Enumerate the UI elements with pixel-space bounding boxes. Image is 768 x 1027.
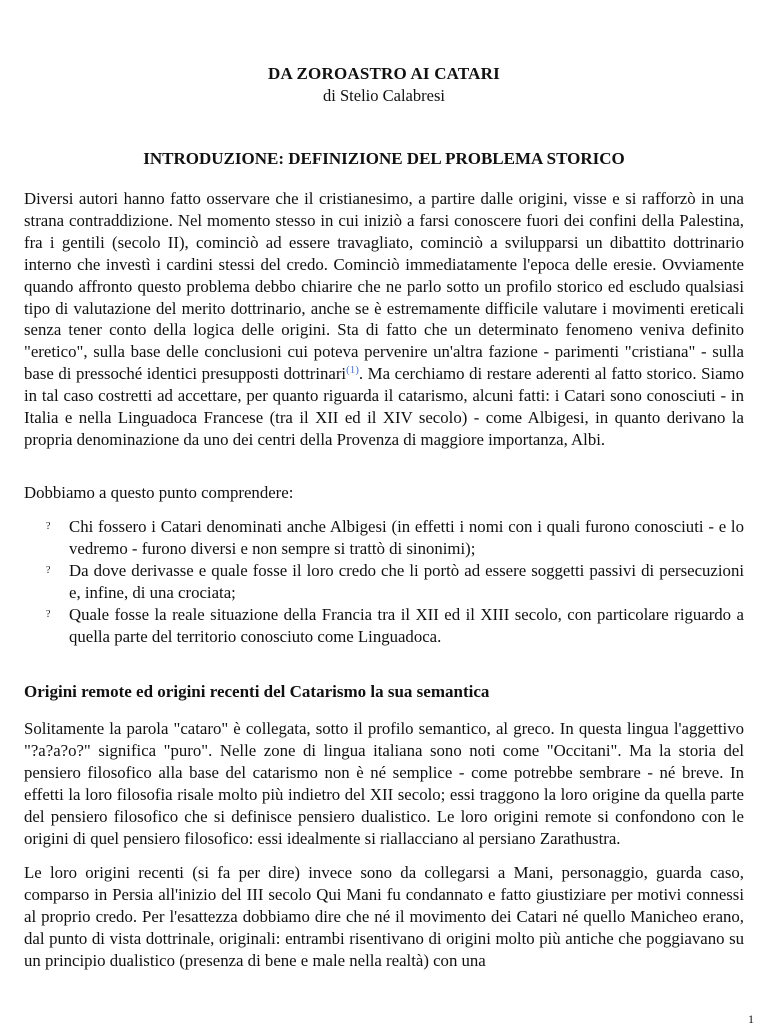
semantics-paragraph: Solitamente la parola "cataro" è collegata, sotto il profilo semantico, al greco. In questa lingua l'aggettivo "?a?a?o?" significa "puro". Nelle zone di lingua italiana sono noti come "Occitani". Ma la storia del pensiero filosofico alla base del catarismo non è né semplice - come potrebbe sembrare - né breve. In effetti la loro filosofia risale molto più indietro del XII secolo; essi traggono la loro origine da quella parte del pensiero filosofico che si definisce pensiero dualistico. Le loro origini remote si confondono con le origini di quel pensiero filosofico: essi idealmente si riallacciano al persiano Zarathustra. — [24, 719, 744, 848]
list-item-text: Quale fosse la reale situazione della Francia tra il XII ed il XIII secolo, con particolare riguardo a quella parte del territorio conosciuto come Linguadoca. — [69, 604, 744, 646]
bullet-icon: ? — [46, 521, 51, 532]
list-item — [24, 560, 744, 604]
intro-paragraph-part-2: . Ma cerchiamo di restare aderenti al fatto storico. Siamo in tal caso costretti ad accettare, per quanto riguarda il catarismo, alcuni fatti: i Catari sono conosciuti - in Italia e nella Linguadoca Francese (tra il XII ed il XIV secolo) - come Albigesi, in quanto derivano la propria denominazione da uno dei centri della Provenza di maggiore importanza, Albi. — [24, 364, 744, 449]
questions-lead-paragraph: Dobbiamo a questo punto comprendere: — [24, 483, 294, 502]
recent-origins-paragraph: Le loro origini recenti (si fa per dire) invece sono da collegarsi a Mani, personaggio, guarda caso, comparso in Persia all'inizio del III secolo Qui Mani fu condannato e fatto giustiziare per motivi connessi al proprio credo. Per l'esattezza dobbiamo dire che né il movimento dei Catari né quello Manicheo erano, dal punto di vista dottrinale, originali: entrambi risentivano di origini molto più antiche che poggiavano su un principio dualistico (presenza di bene e male nella realtà) con una — [24, 863, 744, 970]
list-item-text: Chi fossero i Catari denominati anche Albigesi (in effetti i nomi con i quali furono conosciuti - e lo vedremo - furono diversi e non sempre si trattò di sinonimi); — [69, 517, 744, 558]
list-item-text: Da dove derivasse e quale fosse il loro credo che li portò ad essere soggetti passivi di persecuzioni e, infine, di una crociata; — [69, 560, 744, 602]
questions-list — [24, 516, 744, 647]
page-number: 1 — [748, 1012, 754, 1026]
bullet-icon: ? — [46, 608, 51, 620]
intro-paragraph-part-1: Diversi autori hanno fatto osservare che il cristianesimo, a partire dalle origini, visse e si rafforzò in una strana contraddizione. Nel momento stesso in cui iniziò a farsi conoscere fuori dei confini della Palestina, fra i gentili (secolo II), cominciò ad essere travagliato, cominciò a svilupparsi un dibattito dottrinario interno che investì i cardini stessi del credo. Cominciò immediatamente l'epoca delle eresie. Ovviamente quando affronto questo problema debbo chiarire che ne parlo sotto un profilo storico ed escludo qualsiasi tipo di valutazione del merito dottrinario, anche se è estremamente difficile valutare i movimenti ereticali senza tener conto della logica delle origini. Sta di fatto che un determinato fenomeno veniva definito "eretico", sulla base delle conclusioni cui poteva pervenire un'altra fazione - parimenti "cristiana" - sulla base di pressoché identici presupposti dottrinari — [24, 189, 744, 384]
origins-heading: Origini remote ed origini recenti del Catarismo la sua semantica — [24, 682, 490, 701]
bullet-icon: ? — [46, 564, 51, 576]
intro-heading: INTRODUZIONE: DEFINIZIONE DEL PROBLEMA STORICO — [143, 149, 625, 168]
document-title: DA ZOROASTRO AI CATARI — [268, 64, 500, 83]
document-author: di Stelio Calabresi — [323, 86, 445, 105]
list-item — [24, 516, 744, 560]
footnote-link[interactable]: (1) — [346, 364, 359, 377]
list-item — [24, 604, 744, 648]
intro-paragraph — [24, 188, 744, 451]
